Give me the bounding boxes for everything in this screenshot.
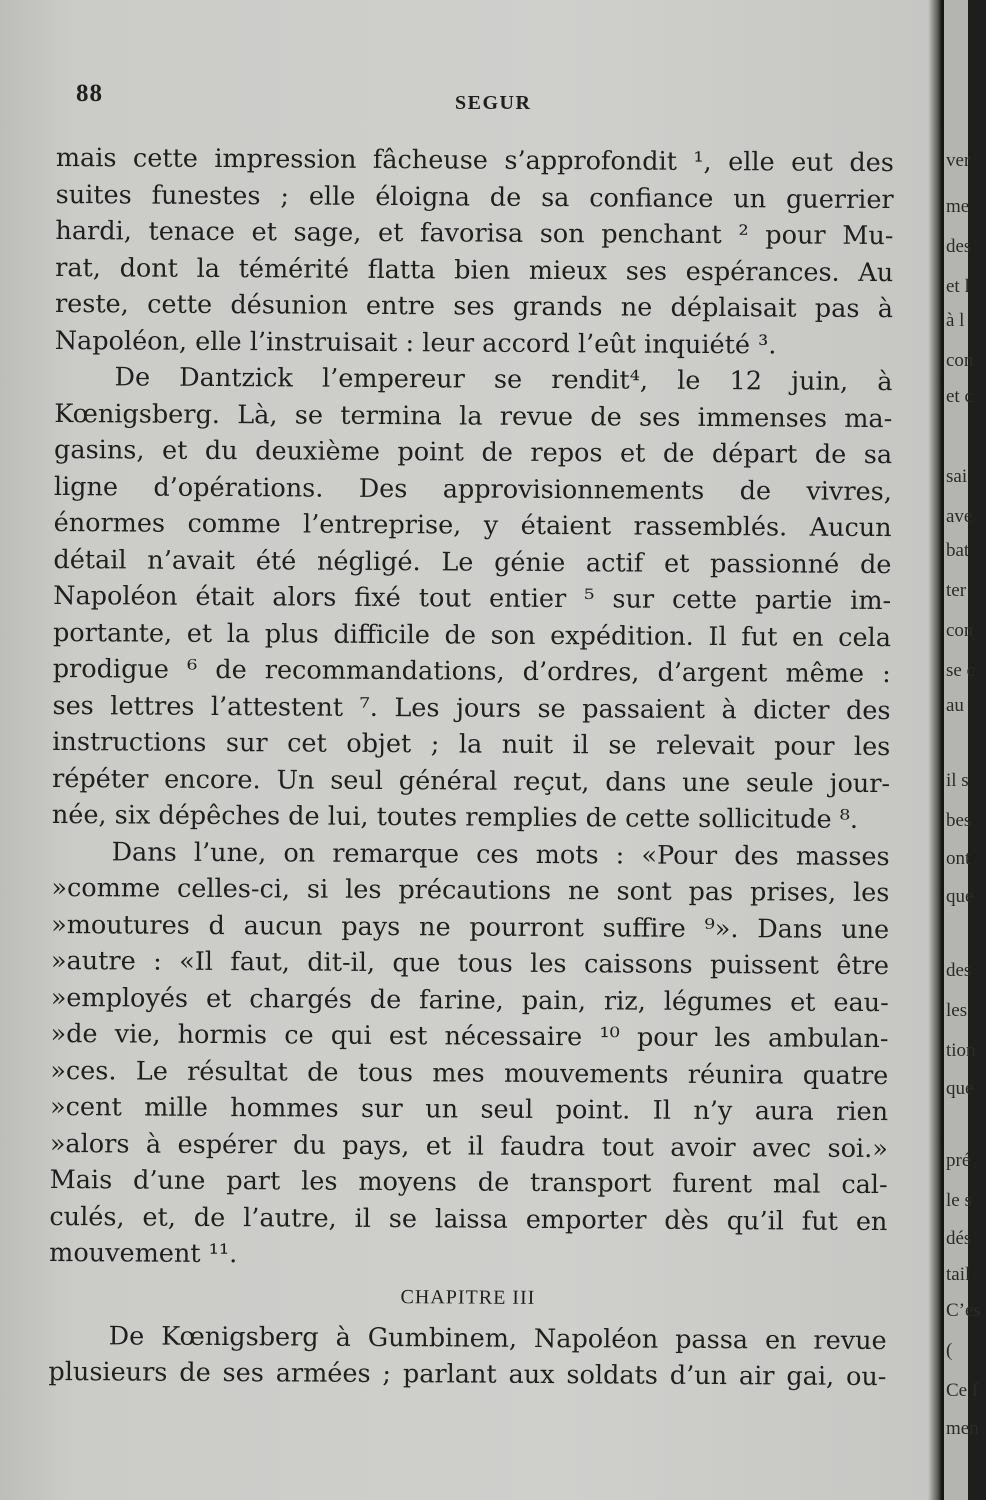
- facing-page-fragment: (: [946, 1340, 953, 1361]
- facing-page-fragment: les: [946, 1000, 968, 1021]
- facing-page-fragment: et l: [946, 276, 970, 297]
- facing-page-fragment: que: [946, 1078, 974, 1099]
- text-line: »moutures d aucun pays ne pourront suffire ⁹». Dans une: [51, 909, 890, 945]
- facing-page-fragment: Ce f: [946, 1380, 979, 1401]
- gutter-shadow: [928, 0, 942, 1500]
- text-line: »ces. Le résultat de tous mes mouvements réunira quatre: [50, 1055, 889, 1091]
- facing-page-fragment: le s: [946, 1190, 972, 1211]
- text-line: »alors à espérer du pays, et il faudra tout avoir avec soi.»: [49, 1128, 888, 1164]
- text-line: Mais d’une part les moyens de transport furent mal cal-: [49, 1164, 888, 1201]
- text-line: »comme celles-ci, si les précautions ne sont pas prises, les: [51, 872, 890, 909]
- text-line: répéter encore. Un seul général reçut, dans une seule jour-: [52, 763, 891, 799]
- facing-page-fragment: il s: [946, 770, 969, 791]
- facing-page-fragment: bes: [946, 810, 972, 831]
- text-line: détail n’avait été négligé. Le génie actif et passionné de: [53, 544, 892, 580]
- facing-page-fragment: pré: [946, 1150, 971, 1171]
- text-line: suites funestes ; elle éloigna de sa confiance un guerrier: [55, 179, 894, 215]
- text-line: »cent mille hommes sur un seul point. Il n’y aura rien: [50, 1091, 889, 1128]
- text-line: rat, dont la témérité flatta bien mieux ses espérances. Au: [55, 252, 894, 288]
- facing-page-fragment: tail: [946, 1264, 971, 1285]
- facing-page-fragment: con: [946, 620, 974, 641]
- body-text: [48, 140, 894, 1396]
- facing-page-fragment: ave: [946, 506, 973, 527]
- text-line: ses lettres l’attestent ⁷. Les jours se passaient à dicter des: [52, 690, 891, 726]
- text-line: portante, et la plus difficile de son expédition. Il fut en cela: [52, 617, 892, 653]
- text-line: Dans l’une, on remarque ces mots : «Pour des masses: [111, 836, 890, 872]
- text-line: »employés et chargés de farine, pain, riz, légumes et eau-: [50, 982, 889, 1018]
- facing-page-fragment: ter: [946, 580, 967, 601]
- facing-page-fragment: au: [946, 695, 964, 716]
- text-line: »autre : «Il faut, dit-il, que tous les caissons puissent être: [50, 945, 890, 982]
- facing-page-fragment: me: [946, 196, 970, 217]
- text-line: gasins, et du deuxième point de repos et de départ de sa: [54, 434, 893, 471]
- text-line: reste, cette désunion entre ses grands ne déplaisait pas à: [54, 288, 894, 325]
- chapter-heading: CHAPITRE III: [400, 1285, 536, 1309]
- text-line: ligne d’opérations. Des approvisionnements de vivres,: [53, 471, 892, 507]
- facing-page-fragment: que: [946, 886, 974, 907]
- text-line: »de vie, hormis ce qui est nécessaire ¹⁰ pour les ambulan-: [50, 1018, 889, 1055]
- facing-page-fragment: tion: [946, 1040, 976, 1061]
- facing-page-fragment: et c: [946, 386, 973, 407]
- facing-page-fragment: des: [946, 236, 972, 257]
- facing-page-fragment: sai: [946, 466, 968, 487]
- facing-page-fragment: dés: [946, 1228, 972, 1249]
- text-line: Napoléon était alors fixé tout entier ⁵ sur cette partie im-: [53, 580, 892, 617]
- text-line: plusieurs de ses armées ; parlant aux soldats d’un air gai, ou-: [48, 1356, 887, 1393]
- facing-page-fragment: men: [946, 1418, 979, 1439]
- text-line: hardi, tenace et sage, et favorisa son penchant ² pour Mu-: [55, 215, 894, 252]
- facing-page-fragment: bat: [946, 540, 970, 561]
- facing-page-fragment: des: [946, 960, 972, 981]
- text-line: De Kœnigsberg à Gumbinem, Napoléon passa en revue: [108, 1320, 887, 1356]
- text-line: instructions sur cet objet ; la nuit il se relevait pour les: [52, 726, 891, 763]
- facing-page-fragment: ont: [946, 848, 971, 869]
- page-number: 88: [76, 80, 103, 107]
- running-title: SEGUR: [455, 92, 532, 114]
- facing-page-edge: [942, 0, 981, 1500]
- facing-page-fragment: con: [946, 350, 974, 371]
- text-line: Kœnigsberg. Là, se termina la revue de ses immenses ma-: [54, 398, 893, 434]
- text-line: culés, et, de l’autre, il se laissa emporter dès qu’il fut en: [49, 1201, 888, 1237]
- text-line: De Dantzick l’empereur se rendit⁴, le 12 juin, à: [114, 362, 893, 398]
- text-line: mais cette impression fâcheuse s’approfondit ¹, elle eut des: [55, 142, 894, 179]
- text-line: née, six dépêches de lui, toutes remplies de cette sollicitude ⁸.: [51, 799, 859, 835]
- facing-page-fragment: C’es: [946, 1300, 981, 1321]
- text-line: Napoléon, elle l’instruisait : leur accord l’eût inquiété ³.: [54, 325, 777, 360]
- text-line: mouvement ¹¹.: [49, 1237, 238, 1270]
- facing-page-fragment: à l: [946, 310, 965, 331]
- text-line: énormes comme l’entreprise, y étaient rassemblés. Aucun: [53, 507, 892, 544]
- facing-page-fragment: se c: [946, 660, 976, 681]
- text-line: prodigue ⁶ de recommandations, d’ordres, d’argent même :: [52, 653, 891, 690]
- facing-page-fragment: ver: [946, 150, 971, 171]
